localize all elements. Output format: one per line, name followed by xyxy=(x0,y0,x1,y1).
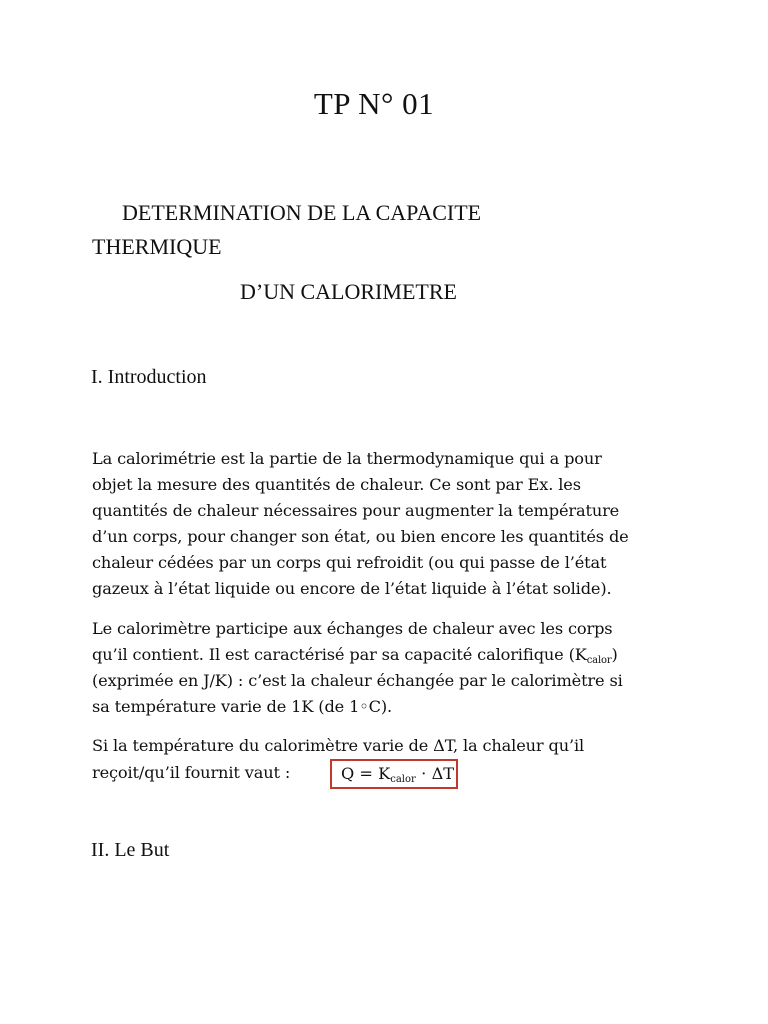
text-run: qu’il contient. Il est caractérisé par sa capacité calorifique (K xyxy=(92,645,587,664)
section-title-le-but: II. Le But xyxy=(91,839,170,861)
formula-box xyxy=(330,759,458,789)
section-title-introduction: I. Introduction xyxy=(91,366,207,388)
paragraph-line: chaleur cédées par un corps qui refroidit (ou qui passe de l’état xyxy=(92,553,607,572)
paragraph-line: objet la mesure des quantités de chaleur. Ce sont par Ex. les xyxy=(92,475,581,494)
formula-text: ⋅ ΔT xyxy=(415,764,455,783)
formula-subscript: calor xyxy=(390,774,416,785)
paragraph-line-with-subscript xyxy=(92,645,618,666)
heading-line-3: D’UN CALORIMETRE xyxy=(240,279,457,304)
paragraph-line: gazeux à l’état liquide ou encore de l’état liquide à l’état solide). xyxy=(92,579,612,598)
tp-title: TP N° 01 xyxy=(313,86,435,121)
paragraph-line: sa température varie de 1K (de 1◦C). xyxy=(92,697,393,716)
paragraph-line: Le calorimètre participe aux échanges de chaleur avec les corps xyxy=(92,619,613,638)
paragraph-line: reçoit/qu’il fournit vaut : xyxy=(92,763,291,782)
paragraph-line: La calorimétrie est la partie de la thermodynamique qui a pour xyxy=(92,449,602,468)
heading-line-1: DETERMINATION DE LA CAPACITE xyxy=(122,200,482,225)
text-run: ) xyxy=(611,645,618,664)
subscript-calor: calor xyxy=(586,655,612,666)
paragraph-line: (exprimée en J/K) : c’est la chaleur échangée par le calorimètre si xyxy=(92,671,623,690)
heading-line-2: THERMIQUE xyxy=(92,234,222,259)
paragraph-line: d’un corps, pour changer son état, ou bien encore les quantités de xyxy=(92,527,629,546)
paragraph-line: quantités de chaleur nécessaires pour augmenter la température xyxy=(92,501,620,520)
formula-text: Q = K xyxy=(341,764,391,783)
paragraph-line: Si la température du calorimètre varie de ΔT, la chaleur qu’il xyxy=(92,736,585,755)
